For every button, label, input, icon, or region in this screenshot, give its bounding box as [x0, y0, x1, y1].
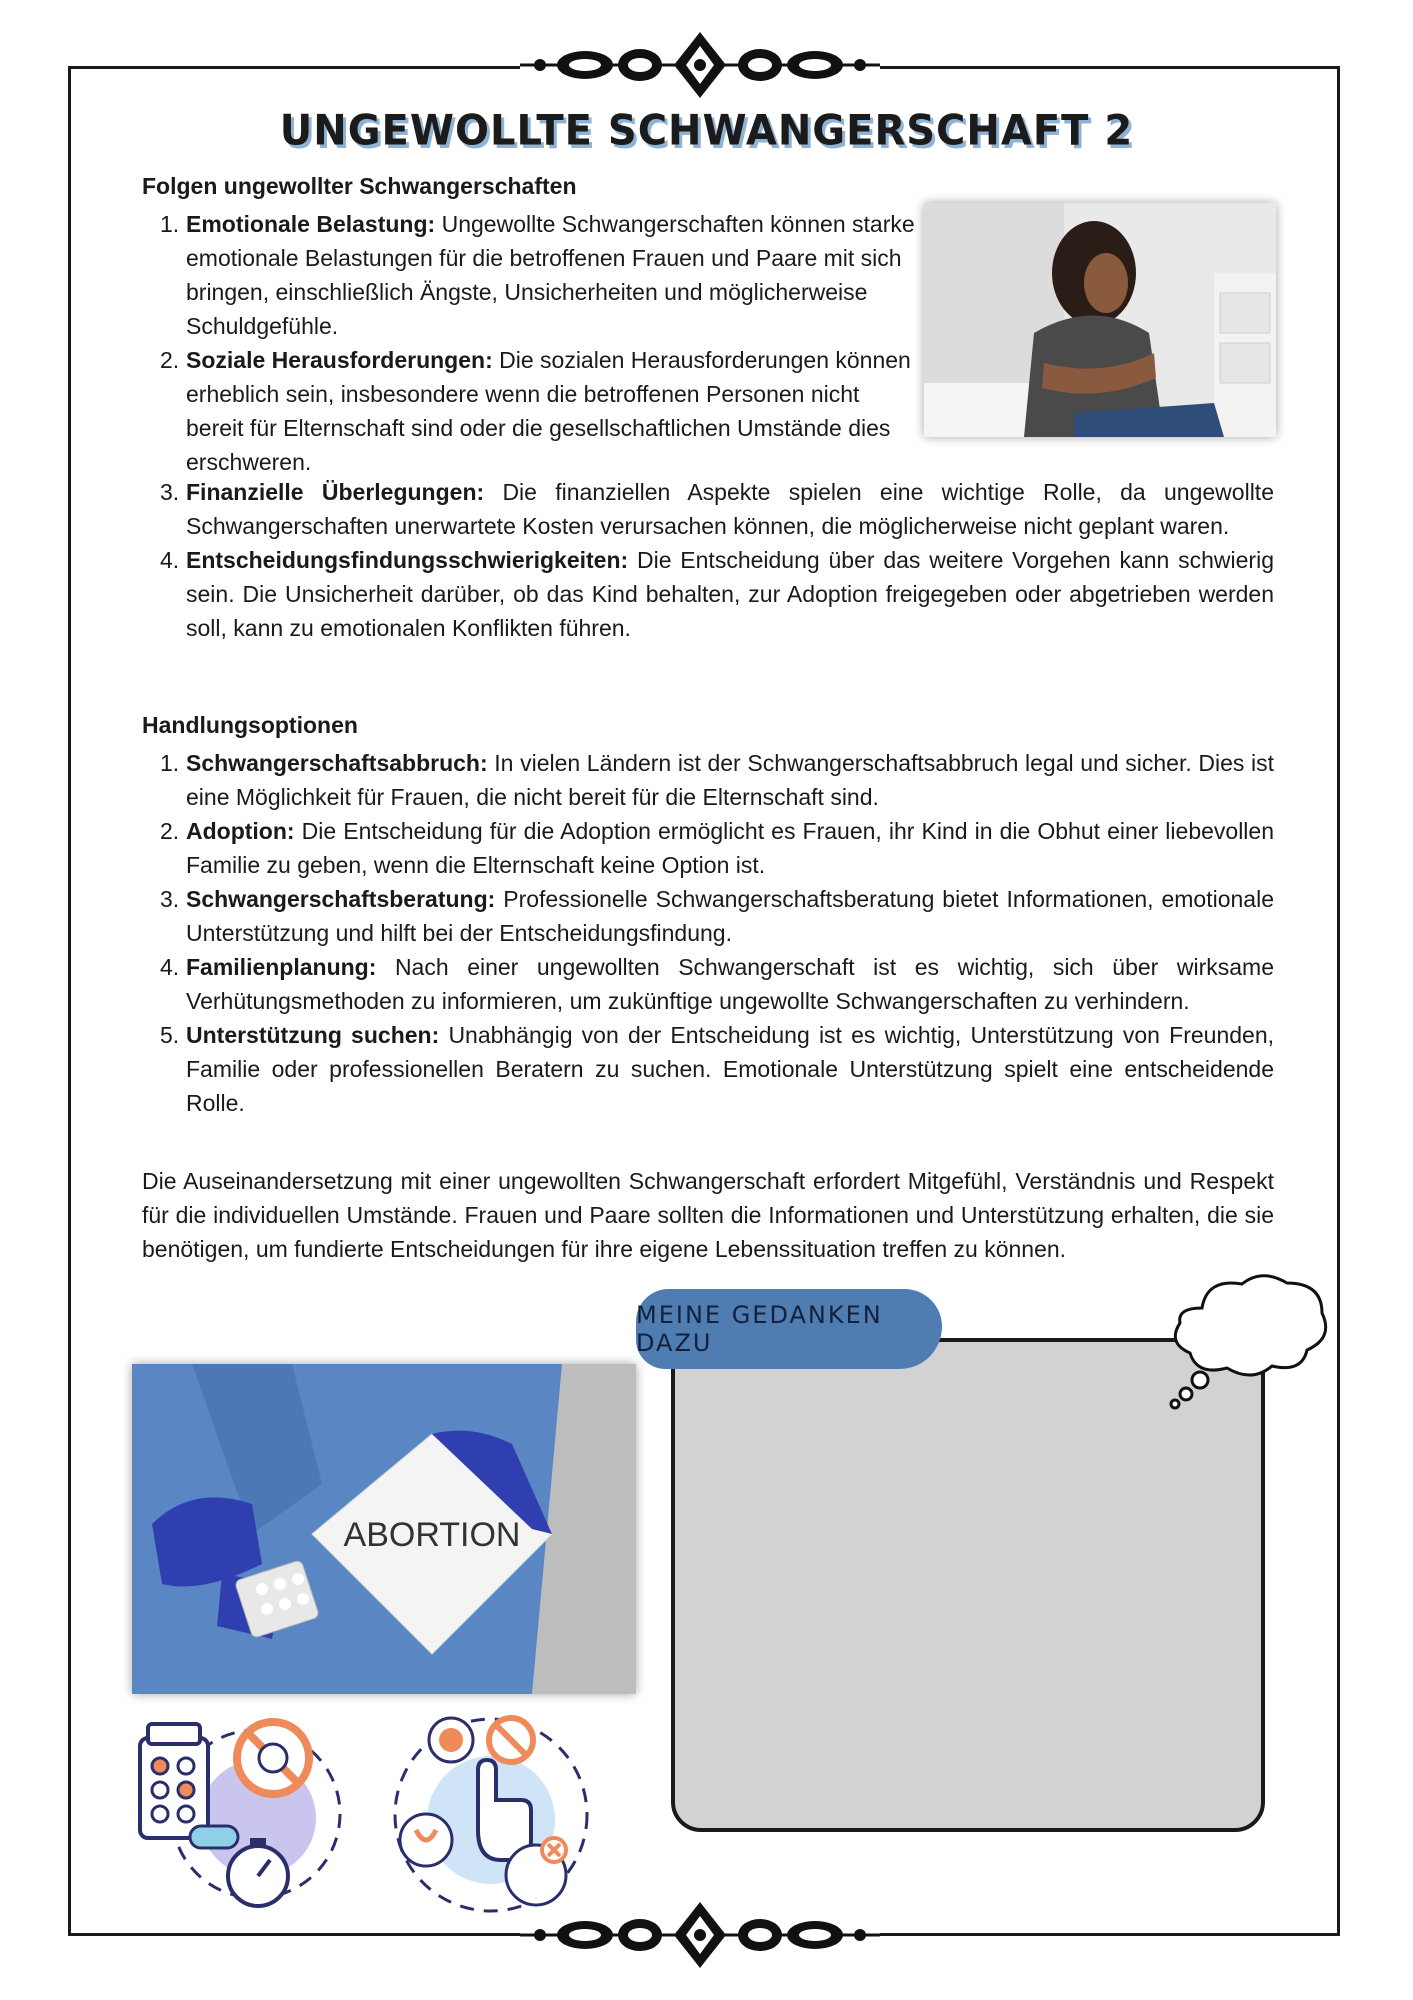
photo-abortion-pills [132, 1364, 636, 1694]
item-term: Emotionale Belastung: [186, 211, 436, 237]
item-text: Die finanziellen Aspekte spielen eine wichtige Rolle, da ungewollte Schwangerschaften unerwartete Kosten verursachen können, die möglicherweise nicht geplant waren. [186, 479, 1274, 539]
closing-paragraph: Die Auseinandersetzung mit einer ungewollten Schwangerschaft erfordert Mitgefühl, Verständnis und Respekt für die individuellen Umstände. Frauen und Paare sollten die Informationen und Unterstützung erhalten, die sie benötigen, um fundierte Entscheidungen für ihre eigene Lebenssituation treffen zu können. [142, 1168, 1274, 1262]
page-title: UNGEWOLLTE SCHWANGERSCHAFT 2 [279, 106, 1134, 156]
item-text: Unabhängig von der Entscheidung ist es wichtig, Unterstützung von Freunden, Familie oder professionellen Beratern zu suchen. Emotionale Unterstützung spielt eine entscheidende Rolle. [186, 1022, 1274, 1116]
item-term: Unterstützung suchen: [186, 1022, 440, 1048]
item-text: Die sozialen Herausforderungen können erheblich sein, insbesondere wenn die betroffenen Personen nicht bereit für Elternschaft sind oder die gesellschaftlichen Umstände dies erschweren. [186, 347, 911, 475]
list-item [142, 746, 1274, 814]
item-number: 3. [160, 479, 180, 505]
list-item [142, 475, 1274, 543]
list-item [142, 950, 1274, 1018]
item-term: Schwangerschaftsabbruch: [186, 750, 488, 776]
item-term: Schwangerschaftsberatung: [186, 886, 496, 912]
options-list [142, 746, 1274, 1120]
sign-text: ABORTION [343, 1516, 521, 1554]
item-number: 2. [160, 347, 180, 373]
item-number: 2. [160, 818, 180, 844]
item-text: In vielen Ländern ist der Schwangerschaftsabbruch legal und sicher. Dies ist eine Möglichkeit für Frauen, die nicht bereit für die Elternschaft sind. [186, 750, 1274, 810]
list-item [142, 543, 1274, 645]
item-term: Adoption: [186, 818, 295, 844]
list-item [142, 1018, 1274, 1120]
consequences-list-top [142, 207, 922, 479]
item-text: Nach einer ungewollten Schwangerschaft ist es wichtig, sich über wirksame Verhütungsmethoden zu informieren, um zukünftige ungewollte Schwangerschaften zu verhindern. [186, 954, 1274, 1014]
list-item [142, 814, 1274, 882]
top-ornament-icon [520, 30, 880, 100]
item-number: 4. [160, 547, 180, 573]
item-text: Die Entscheidung für die Adoption ermöglicht es Frauen, ihr Kind in die Obhut einer liebevollen Familie zu geben, wenn die Elternschaft keine Option ist. [186, 818, 1274, 878]
notes-label: MEINE GEDANKEN DAZU [636, 1289, 942, 1369]
item-text: Professionelle Schwangerschaftsberatung bietet Informationen, emotionale Unterstützung und hilft bei der Entscheidungsfindung. [186, 886, 1274, 946]
section-heading-consequences: Folgen ungewollter Schwangerschaften [142, 173, 577, 199]
item-number: 1. [160, 750, 180, 776]
item-term: Entscheidungsfindungsschwierigkeiten: [186, 547, 629, 573]
item-term: Soziale Herausforderungen: [186, 347, 493, 373]
photo-woman-stomach-pain [924, 203, 1276, 437]
item-number: 3. [160, 886, 180, 912]
thought-cloud-icon [1162, 1268, 1334, 1410]
item-number: 5. [160, 1022, 180, 1048]
list-item [142, 207, 922, 343]
notes-writing-area[interactable] [671, 1338, 1265, 1832]
item-number: 1. [160, 211, 180, 237]
consequences-list-bottom [142, 475, 1274, 645]
pregnancy-options-icon [386, 1710, 596, 1920]
item-term: Finanzielle Überlegungen: [186, 479, 485, 505]
list-item [142, 882, 1274, 950]
section-heading-options: Handlungsoptionen [142, 712, 358, 738]
item-text: Die Entscheidung über das weitere Vorgehen kann schwierig sein. Die Unsicherheit darüber, ob das Kind behalten, zur Adoption freigegeben oder abgetrieben werden soll, kann zu emotionalen Konflikten führen. [186, 547, 1274, 641]
item-term: Familienplanung: [186, 954, 377, 980]
pills-timer-icon [138, 1718, 346, 1916]
list-item [142, 343, 922, 479]
item-number: 4. [160, 954, 180, 980]
item-text: Ungewollte Schwangerschaften können starke emotionale Belastungen für die betroffenen Frauen und Paare mit sich bringen, einschließlich Ängste, Unsicherheiten und möglicherweise Schuldgefühle. [186, 211, 915, 339]
